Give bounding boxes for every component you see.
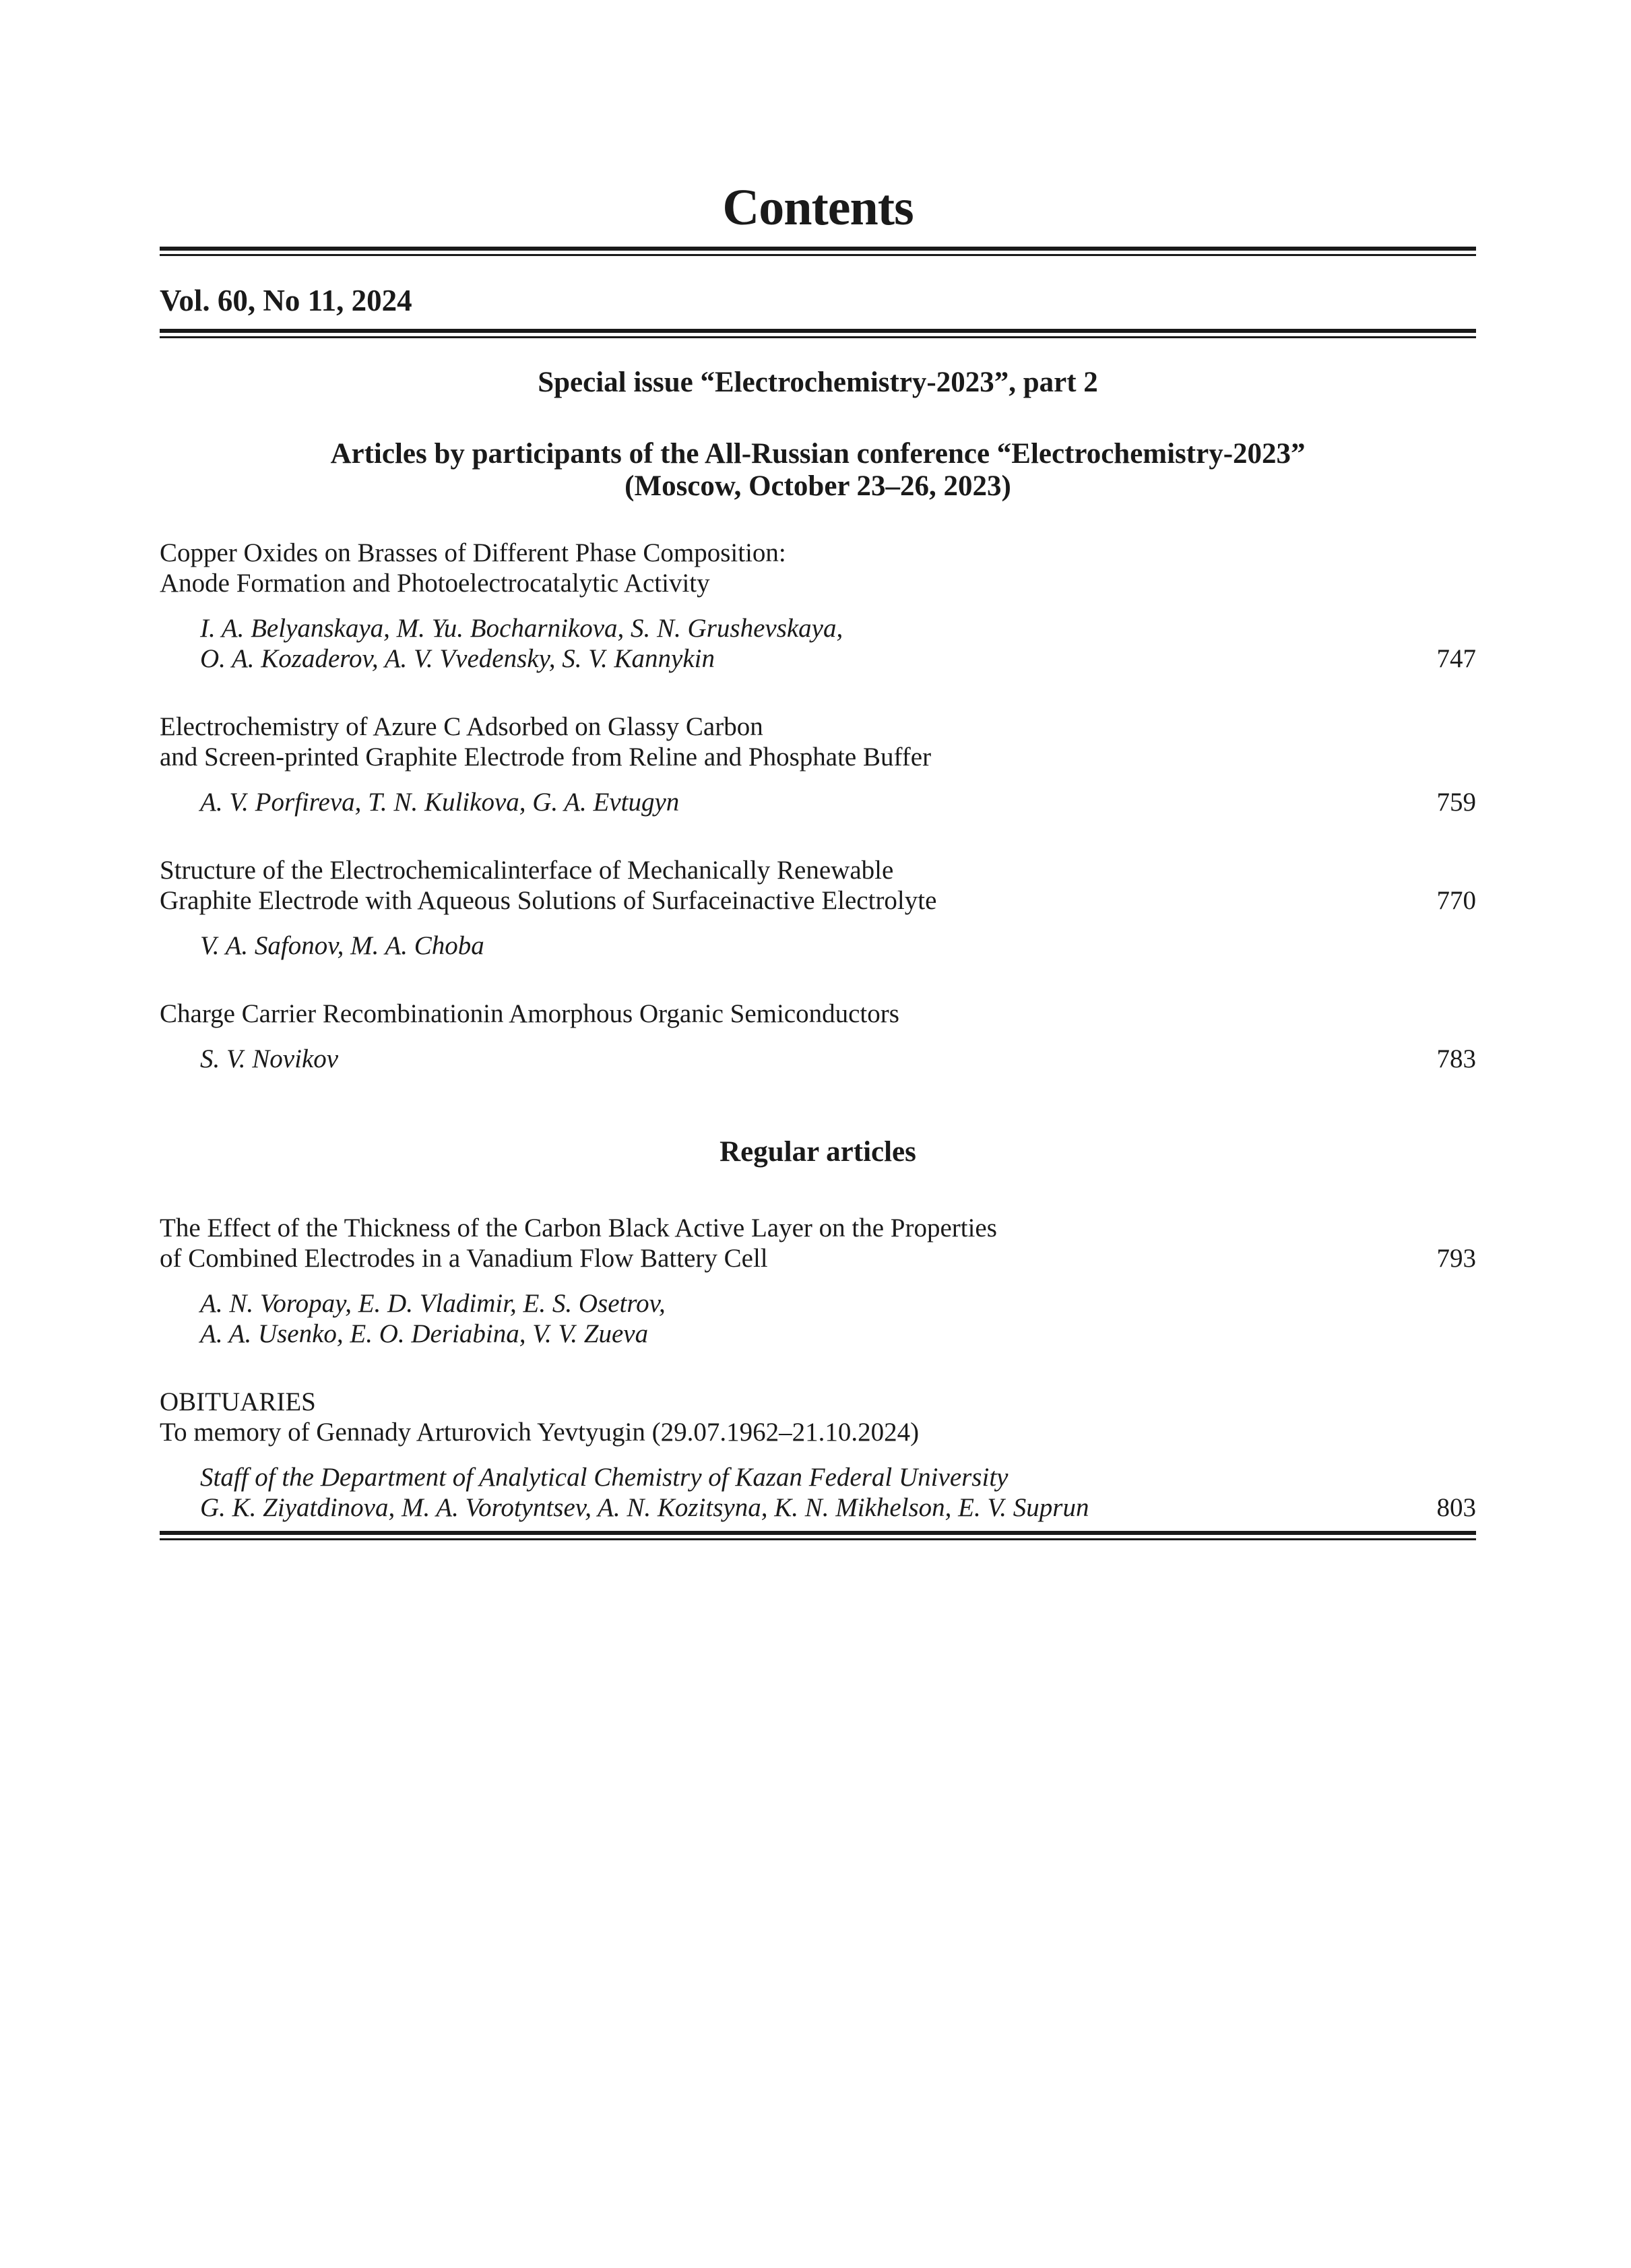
conference-heading-line1: Articles by participants of the All-Russian conference “Electrochemistry-2023” — [330, 438, 1306, 470]
article-title-line: Electrochemistry of Azure C Adsorbed on Glassy Carbon — [160, 712, 763, 741]
article-authors-line: S. V. Novikov — [200, 1044, 339, 1073]
title-rule — [160, 247, 1476, 251]
article-authors-line: I. A. Belyanskaya, M. Yu. Bocharnikova, S. N. Grushevskaya, — [200, 614, 843, 643]
article-authors-line: V. A. Safonov, M. A. Choba — [200, 931, 484, 960]
obituary-entry — [160, 1387, 1476, 1523]
article-authors-line: O. A. Kozaderov, A. V. Vvedensky, S. V. Kannykin — [200, 644, 715, 673]
article-authors — [200, 787, 1278, 817]
volume-line: Vol. 60, No 11, 2024 — [160, 284, 412, 317]
article-authors-line: A. A. Usenko, E. O. Deriabina, V. V. Zueva — [200, 1319, 649, 1348]
article-title-line: Copper Oxides on Brasses of Different Phase Composition: — [160, 538, 786, 567]
page-number: 783 — [1436, 1044, 1476, 1073]
article-title-line: Graphite Electrode with Aqueous Solutions of Surfaceinactive Electrolyte — [160, 886, 937, 915]
obituary-title: To memory of Gennady Arturovich Yevtyugin (29.07.1962–21.10.2024) — [160, 1418, 920, 1447]
article-title — [160, 712, 1305, 772]
page-number: 759 — [1436, 788, 1476, 817]
article-title — [160, 999, 1305, 1029]
article-authors — [200, 1044, 1278, 1074]
article-authors — [200, 1288, 1278, 1349]
page-number: 770 — [1436, 886, 1476, 915]
page-title: Contents — [722, 179, 914, 236]
article-authors — [200, 613, 1278, 674]
article-entry — [160, 538, 1476, 674]
volume-rule — [160, 329, 1476, 333]
conference-heading-line2: (Moscow, October 23–26, 2023) — [625, 470, 1011, 502]
article-title — [160, 855, 1305, 916]
article-title — [160, 1213, 1305, 1273]
article-title-line: Charge Carrier Recombinationin Amorphous Organic Semiconductors — [160, 999, 899, 1028]
page-number: 803 — [1436, 1493, 1476, 1522]
page-number: 747 — [1436, 644, 1476, 673]
article-title-line: Anode Formation and Photoelectrocatalytic Activity — [160, 569, 710, 598]
article-authors-line: A. V. Porfireva, T. N. Kulikova, G. A. Evtugyn — [200, 788, 680, 817]
article-authors — [200, 931, 1278, 961]
page-number: 793 — [1436, 1244, 1476, 1273]
regular-articles-heading: Regular articles — [719, 1136, 916, 1168]
special-issue-heading: Special issue “Electrochemistry-2023”, part 2 — [538, 367, 1098, 398]
article-title-line: and Screen-printed Graphite Electrode from Reline and Phosphate Buffer — [160, 743, 932, 771]
obituary-authors-line: Staff of the Department of Analytical Chemistry of Kazan Federal University — [200, 1463, 1009, 1492]
article-entry — [160, 712, 1476, 817]
article-entry — [160, 855, 1476, 961]
obituary-authors — [200, 1462, 1345, 1523]
article-authors-line: A. N. Voropay, E. D. Vladimir, E. S. Osetrov, — [200, 1289, 666, 1318]
article-title — [160, 538, 1305, 598]
obituaries-label: OBITUARIES — [160, 1387, 316, 1416]
article-title-line: The Effect of the Thickness of the Carbon Black Active Layer on the Properties — [160, 1214, 997, 1242]
article-entry — [160, 999, 1476, 1074]
contents-page — [160, 179, 1476, 1535]
bottom-rule — [160, 1531, 1476, 1535]
article-entry — [160, 1213, 1476, 1349]
obituary-authors-line: G. K. Ziyatdinova, M. A. Vorotyntsev, A. N. Kozitsyna, K. N. Mikhelson, E. V. Suprun — [200, 1493, 1089, 1522]
article-title-line: of Combined Electrodes in a Vanadium Flow Battery Cell — [160, 1244, 768, 1273]
article-title-line: Structure of the Electrochemicalinterface of Mechanically Renewable — [160, 856, 894, 885]
